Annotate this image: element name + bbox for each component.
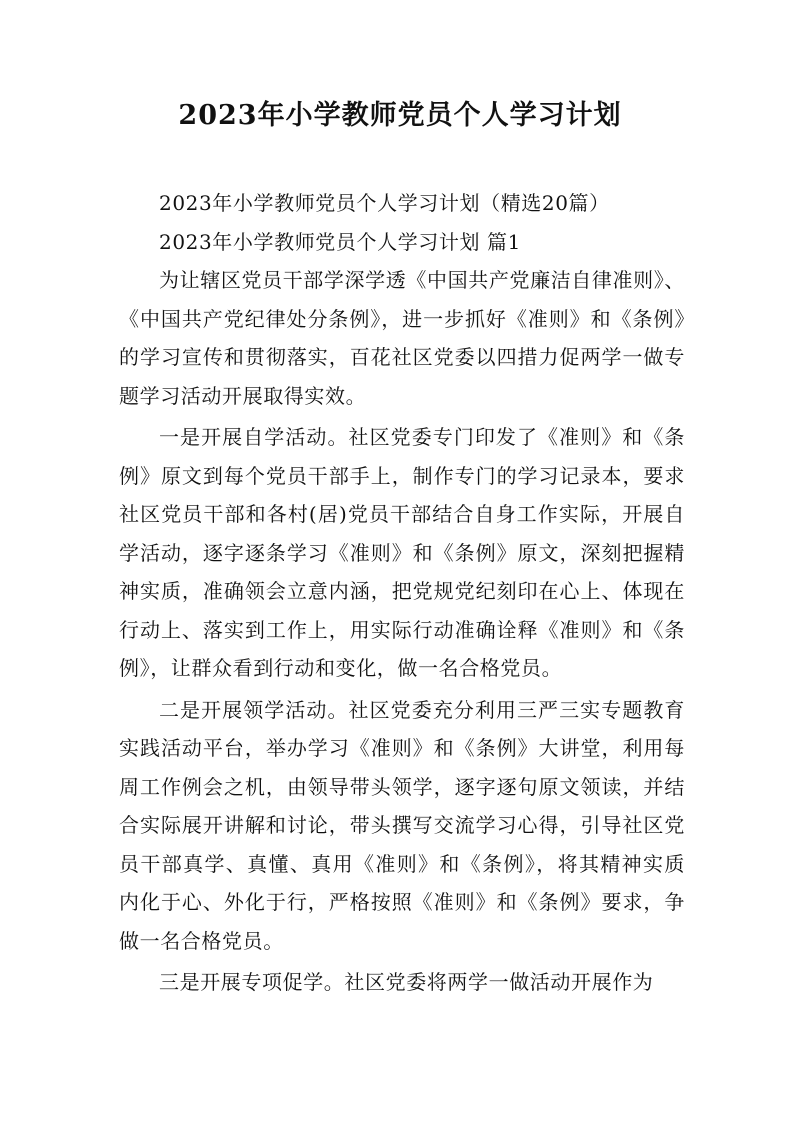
paragraph-1: 为让辖区党员干部学深学透《中国共产党廉洁自律准则》、《中国共产党纪律处分条例》，进一步抓好《准则》和《条例》的学习宣传和贯彻落实，百花社区党委以四措力促两学一做专题学习活动开展取得实效。 <box>119 268 685 408</box>
document-subtitle: 2023年小学教师党员个人学习计划（精选20篇） <box>159 191 610 215</box>
document-body <box>119 184 685 1002</box>
paragraph-4: 三是开展专项促学。社区党委将两学一做活动开展作为 <box>159 970 654 994</box>
paragraph-3: 二是开展领学活动。社区党委充分利用三严三实专题教育实践活动平台，举办学习《准则》和《条例》大讲堂，利用每周工作例会之机，由领导带头领学，逐字逐句原文领读，并结合实际展开讲解和讨论，带头撰写交流学习心得，引导社区党员干部真学、真懂、真用《准则》和《条例》，将其精神实质内化于心、外化于行，严格按照《准则》和《条例》要求，争做一名合格党员。 <box>119 697 685 953</box>
document-title: 2023年小学教师党员个人学习计划 <box>178 100 622 131</box>
paragraph-2: 一是开展自学活动。社区党委专门印发了《准则》和《条例》原文到每个党员干部手上，制作专门的学习记录本，要求社区党员干部和各村(居)党员干部结合自身工作实际，开展自学活动，逐字逐条学习《准则》和《条例》原文，深刻把握精神实质，准确领会立意内涵，把党规党纪刻印在心上、体现在行动上、落实到工作上，用实际行动准确诠释《准则》和《条例》，让群众看到行动和变化，做一名合格党员。 <box>119 425 685 680</box>
section-heading: 2023年小学教师党员个人学习计划 篇1 <box>159 229 521 254</box>
